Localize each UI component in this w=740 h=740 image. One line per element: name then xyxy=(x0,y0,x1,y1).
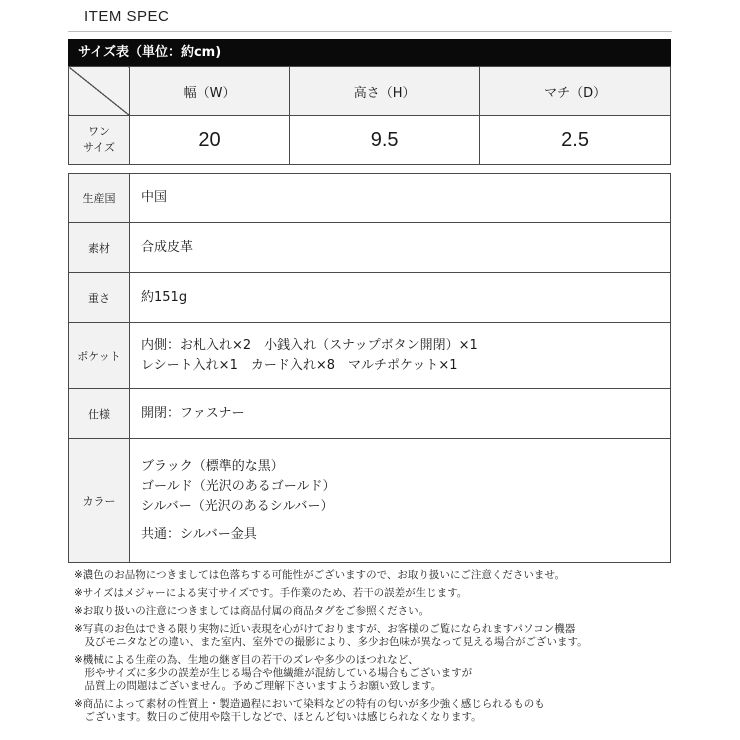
color-line-3: シルバー（光沢のあるシルバー） xyxy=(141,498,334,514)
size-row-label-line1: ワン xyxy=(88,125,110,138)
color-line-4: 共通：シルバー金具 xyxy=(141,526,257,542)
size-value-width: 20 xyxy=(130,116,290,165)
size-table-header: サイズ表（単位：約cm) xyxy=(68,39,671,66)
spec-label-spec: 仕様 xyxy=(69,389,130,439)
color-line-2: ゴールド（光沢のあるゴールド） xyxy=(141,478,336,494)
spec-label-origin: 生産国 xyxy=(69,174,130,223)
spec-label-weight: 重さ xyxy=(69,273,130,323)
spec-table xyxy=(68,173,671,563)
spec-row-spec xyxy=(69,389,671,439)
color-line-1: ブラック（標準的な黒） xyxy=(141,458,284,474)
spec-value-color xyxy=(130,439,671,563)
note-item: ※商品によって素材の性質上・製造過程において染料などの特有の匂いが多少強く感じられるものも ございます。数日のご使用や陰干しなどで、ほとんど匂いは感じられなくなります。 xyxy=(74,698,545,723)
spec-row-pocket xyxy=(69,323,671,389)
note-item: ※機械による生産の為、生地の継ぎ目の若干のズレや多少のほつれなど、 形やサイズに多少の誤差が生じる場合や他繊維が混紡している場合もございますが 品質上の問題はございません。予めご理解下さいますようお願い致します。 xyxy=(74,654,473,692)
spec-label-pocket: ポケット xyxy=(69,323,130,389)
spec-label-color: カラー xyxy=(69,439,130,563)
size-col-depth: マチ（D） xyxy=(480,67,671,116)
size-table xyxy=(68,66,671,165)
spec-value-material: 合成皮革 xyxy=(130,223,671,273)
size-col-height: 高さ（H） xyxy=(290,67,480,116)
note-item: ※写真のお色はできる限り実物に近い表現を心がけておりますが、お客様のご覧になられますパソコン機器 及びモニタなどの違い、また室内、室外での撮影により、多少お色味が異なって見える場合がございます。 xyxy=(74,623,588,648)
pocket-line-1: 内側：お札入れ×2 小銭入れ（スナップボタン開閉）×1 xyxy=(141,337,478,353)
pocket-line-2: レシート入れ×1 カード入れ×8 マルチポケット×1 xyxy=(141,357,458,373)
notes xyxy=(74,569,674,729)
size-value-depth: 2.5 xyxy=(480,116,671,165)
spec-value-weight: 約151g xyxy=(130,273,671,323)
spec-row-weight xyxy=(69,273,671,323)
spec-value-spec: 開閉：ファスナー xyxy=(130,389,671,439)
size-row-label-line2: サイズ xyxy=(82,141,116,154)
spec-label-material: 素材 xyxy=(69,223,130,273)
size-value-height: 9.5 xyxy=(290,116,480,165)
spec-row-color xyxy=(69,439,671,563)
spec-row-origin xyxy=(69,174,671,223)
size-table-corner xyxy=(69,67,130,116)
title-divider xyxy=(68,31,672,32)
spec-row-material xyxy=(69,223,671,273)
spec-value-origin: 中国 xyxy=(130,174,671,223)
page-title: ITEM SPEC xyxy=(84,8,170,25)
size-col-width: 幅（W） xyxy=(130,67,290,116)
note-item: ※お取り扱いの注意につきましては商品付属の商品タグをご参照ください。 xyxy=(74,605,430,617)
spec-value-pocket xyxy=(130,323,671,389)
size-row-label xyxy=(69,116,130,165)
note-item: ※濃色のお品物につきましては色落ちする可能性がございますので、お取り扱いにご注意くださいませ。 xyxy=(74,569,566,581)
note-item: ※サイズはメジャーによる実寸サイズです。手作業のため、若干の誤差が生じます。 xyxy=(74,587,468,599)
